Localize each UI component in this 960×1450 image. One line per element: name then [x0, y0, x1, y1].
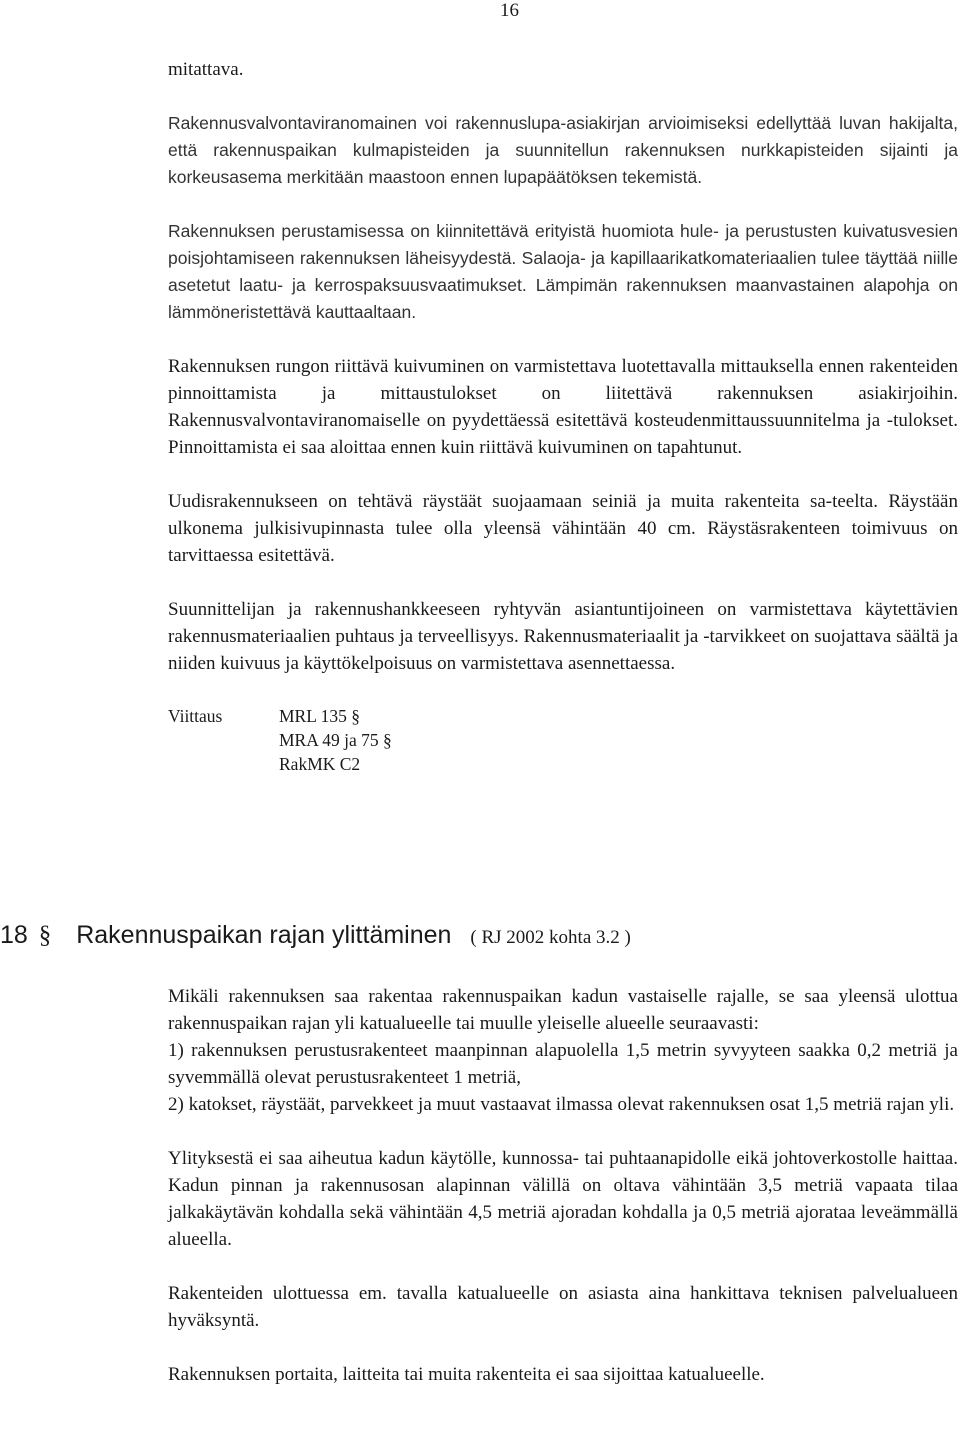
section-title: Rakennuspaikan rajan ylittäminen — [76, 921, 452, 949]
document-body-section-18 — [168, 983, 958, 1388]
paragraph-boundary-intro: Mikäli rakennuksen saa rakentaa rakennuspaikan kadun vastaiselle rajalle, se saa yleensä ulottua rakennuspaikan rajan yli katualueelle tai muulle yleiselle alueelle seuraavasti: — [168, 986, 958, 1034]
page-number: 16 — [500, 0, 519, 21]
section-heading — [0, 918, 631, 955]
reference-item: MRL 135 § — [279, 706, 361, 726]
references-label: Viittaus — [168, 706, 223, 726]
list-item-canopies: 2) katokset, räystäät, parvekkeet ja muut vastaavat ilmassa olevat rakennuksen osat 1,5 metriä rajan yli. — [168, 1094, 955, 1115]
continued-fragment: mitattava. — [168, 59, 244, 80]
paragraph-frame-drying: Rakennuksen rungon riittävä kuivuminen on varmistettava luotettavalla mittauksella ennen rakenteiden pinnoittamista ja mittaustulokset on liitettävä rakennuksen asiakirjoihin. Rakennusvalvontaviranomaiselle on pyydettäessä esitettävä kosteudenmittaussuunnitelma ja -tulokset. Pinnoittamista ei saa aloittaa ennen kuin riittävä kuivuminen on tapahtunut. — [168, 356, 958, 458]
paragraph-stairs: Rakennuksen portaita, laitteita tai muita rakenteita ei saa sijoittaa katualueelle. — [168, 1364, 765, 1385]
paragraph-eaves: Uudisrakennukseen on tehtävä räystäät suojaamaan seiniä ja muita rakenteita sa-teelta. Räystään ulkonema julkisivupinnasta tulee olla yleensä vähintään 40 cm. Räystäsrakenteen toimivuus on tarvittaessa esitettävä. — [168, 491, 958, 566]
document-body-top — [168, 56, 958, 776]
paragraph-material-cleanliness: Suunnittelijan ja rakennushankkeeseen ryhtyvän asiantuntijoineen on varmistettava käytettävien rakennusmateriaalien puhtaus ja terveellisyys. Rakennusmateriaalit ja -tarvikkeet on suojattava säältä ja niiden kuivuus ja käyttökelpoisuus on varmistettava asennettaessa. — [168, 599, 958, 674]
references-block — [168, 704, 958, 776]
paragraph-clearance: Ylityksestä ei saa aiheutua kadun käytölle, kunnossa- tai puhtaanapidolle eikä johtoverkostolle haittaa. Kadun pinnan ja rakennusosan alapinnan välillä on oltava vähintään 3,5 metriä vapaata tilaa jalkakäytävän kohdalla sekä vähintään 4,5 metriä ajoradan kohdalla ja 0,5 metriä ajorataa leveämmällä alueella. — [168, 1148, 958, 1250]
section-symbol: § — [38, 922, 52, 949]
list-item-foundations: 1) rakennuksen perustusrakenteet maanpinnan alapuolella 1,5 metrin syvyyteen saakka 0,2 metriä ja syvemmällä olevat perustusrakenteet 1 metriä, — [168, 1040, 958, 1088]
paragraph-survey-marking: Rakennusvalvontaviranomainen voi rakennuslupa-asiakirjan arvioimiseksi edellyttää luvan hakijalta, että rakennuspaikan kulmapisteiden ja suunnitellun rakennuksen nurkkapisteiden sijainti ja korkeusasema merkitään maastoon ennen lupapäätöksen tekemistä. — [168, 113, 958, 187]
paragraph-approval: Rakenteiden ulottuessa em. tavalla katualueelle on asiasta aina hankittava teknisen palvelualueen hyväksyntä. — [168, 1283, 958, 1331]
section-number: 18 — [0, 921, 28, 949]
paragraph-foundation-drainage: Rakennuksen perustamisessa on kiinnitettävä erityistä huomiota hule- ja perustusten kuivatusvesien poisjohtamiseen rakennuksen läheisyydestä. Salaoja- ja kapillaarikatkomateriaalien tulee täyttää niille asetetut laatu- ja kerrospaksuusvaatimukset. Lämpimän rakennuksen maanvastainen alapohja on lämmöneristettävä kauttaaltaan. — [168, 221, 958, 322]
reference-item: RakMK C2 — [279, 754, 361, 774]
reference-item: MRA 49 ja 75 § — [279, 730, 392, 750]
section-reference: ( RJ 2002 kohta 3.2 ) — [470, 927, 631, 948]
